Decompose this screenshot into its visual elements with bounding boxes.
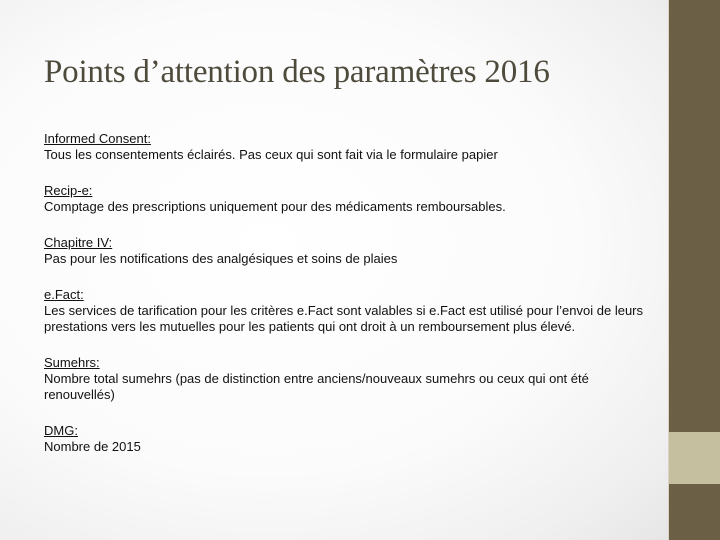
section-informed-consent (44, 131, 654, 163)
section-text: Nombre de 2015 (44, 439, 141, 454)
section-heading: Informed Consent: (44, 131, 151, 146)
section-recip-e (44, 183, 654, 215)
section-sumehrs (44, 355, 654, 403)
section-text: Tous les consentements éclairés. Pas ceux qui sont fait via le formulaire papier (44, 147, 498, 162)
section-heading: Recip-e: (44, 183, 93, 198)
decorative-sidebar-block (669, 432, 720, 484)
section-heading: e.Fact: (44, 287, 84, 302)
section-heading: Sumehrs: (44, 355, 100, 370)
section-text: Comptage des prescriptions uniquement pour des médicaments remboursables. (44, 199, 506, 214)
section-text: Nombre total sumehrs (pas de distinction entre anciens/nouveaux sumehrs ou ceux qui ont été renouvellés) (44, 371, 589, 402)
section-text: Pas pour les notifications des analgésiques et soins de plaies (44, 251, 398, 266)
section-heading: DMG: (44, 423, 78, 438)
slide-content (44, 131, 654, 475)
section-dmg (44, 423, 654, 455)
section-text: Les services de tarification pour les critères e.Fact sont valables si e.Fact est utilisé pour l’envoi de leurs prestations vers les mutuelles pour les patients qui ont droit à un remboursement plus élevé. (44, 303, 643, 334)
slide-title: Points d’attention des paramètres 2016 (44, 54, 550, 90)
section-efact (44, 287, 654, 335)
section-heading: Chapitre IV: (44, 235, 113, 250)
section-chapitre-iv (44, 235, 654, 267)
